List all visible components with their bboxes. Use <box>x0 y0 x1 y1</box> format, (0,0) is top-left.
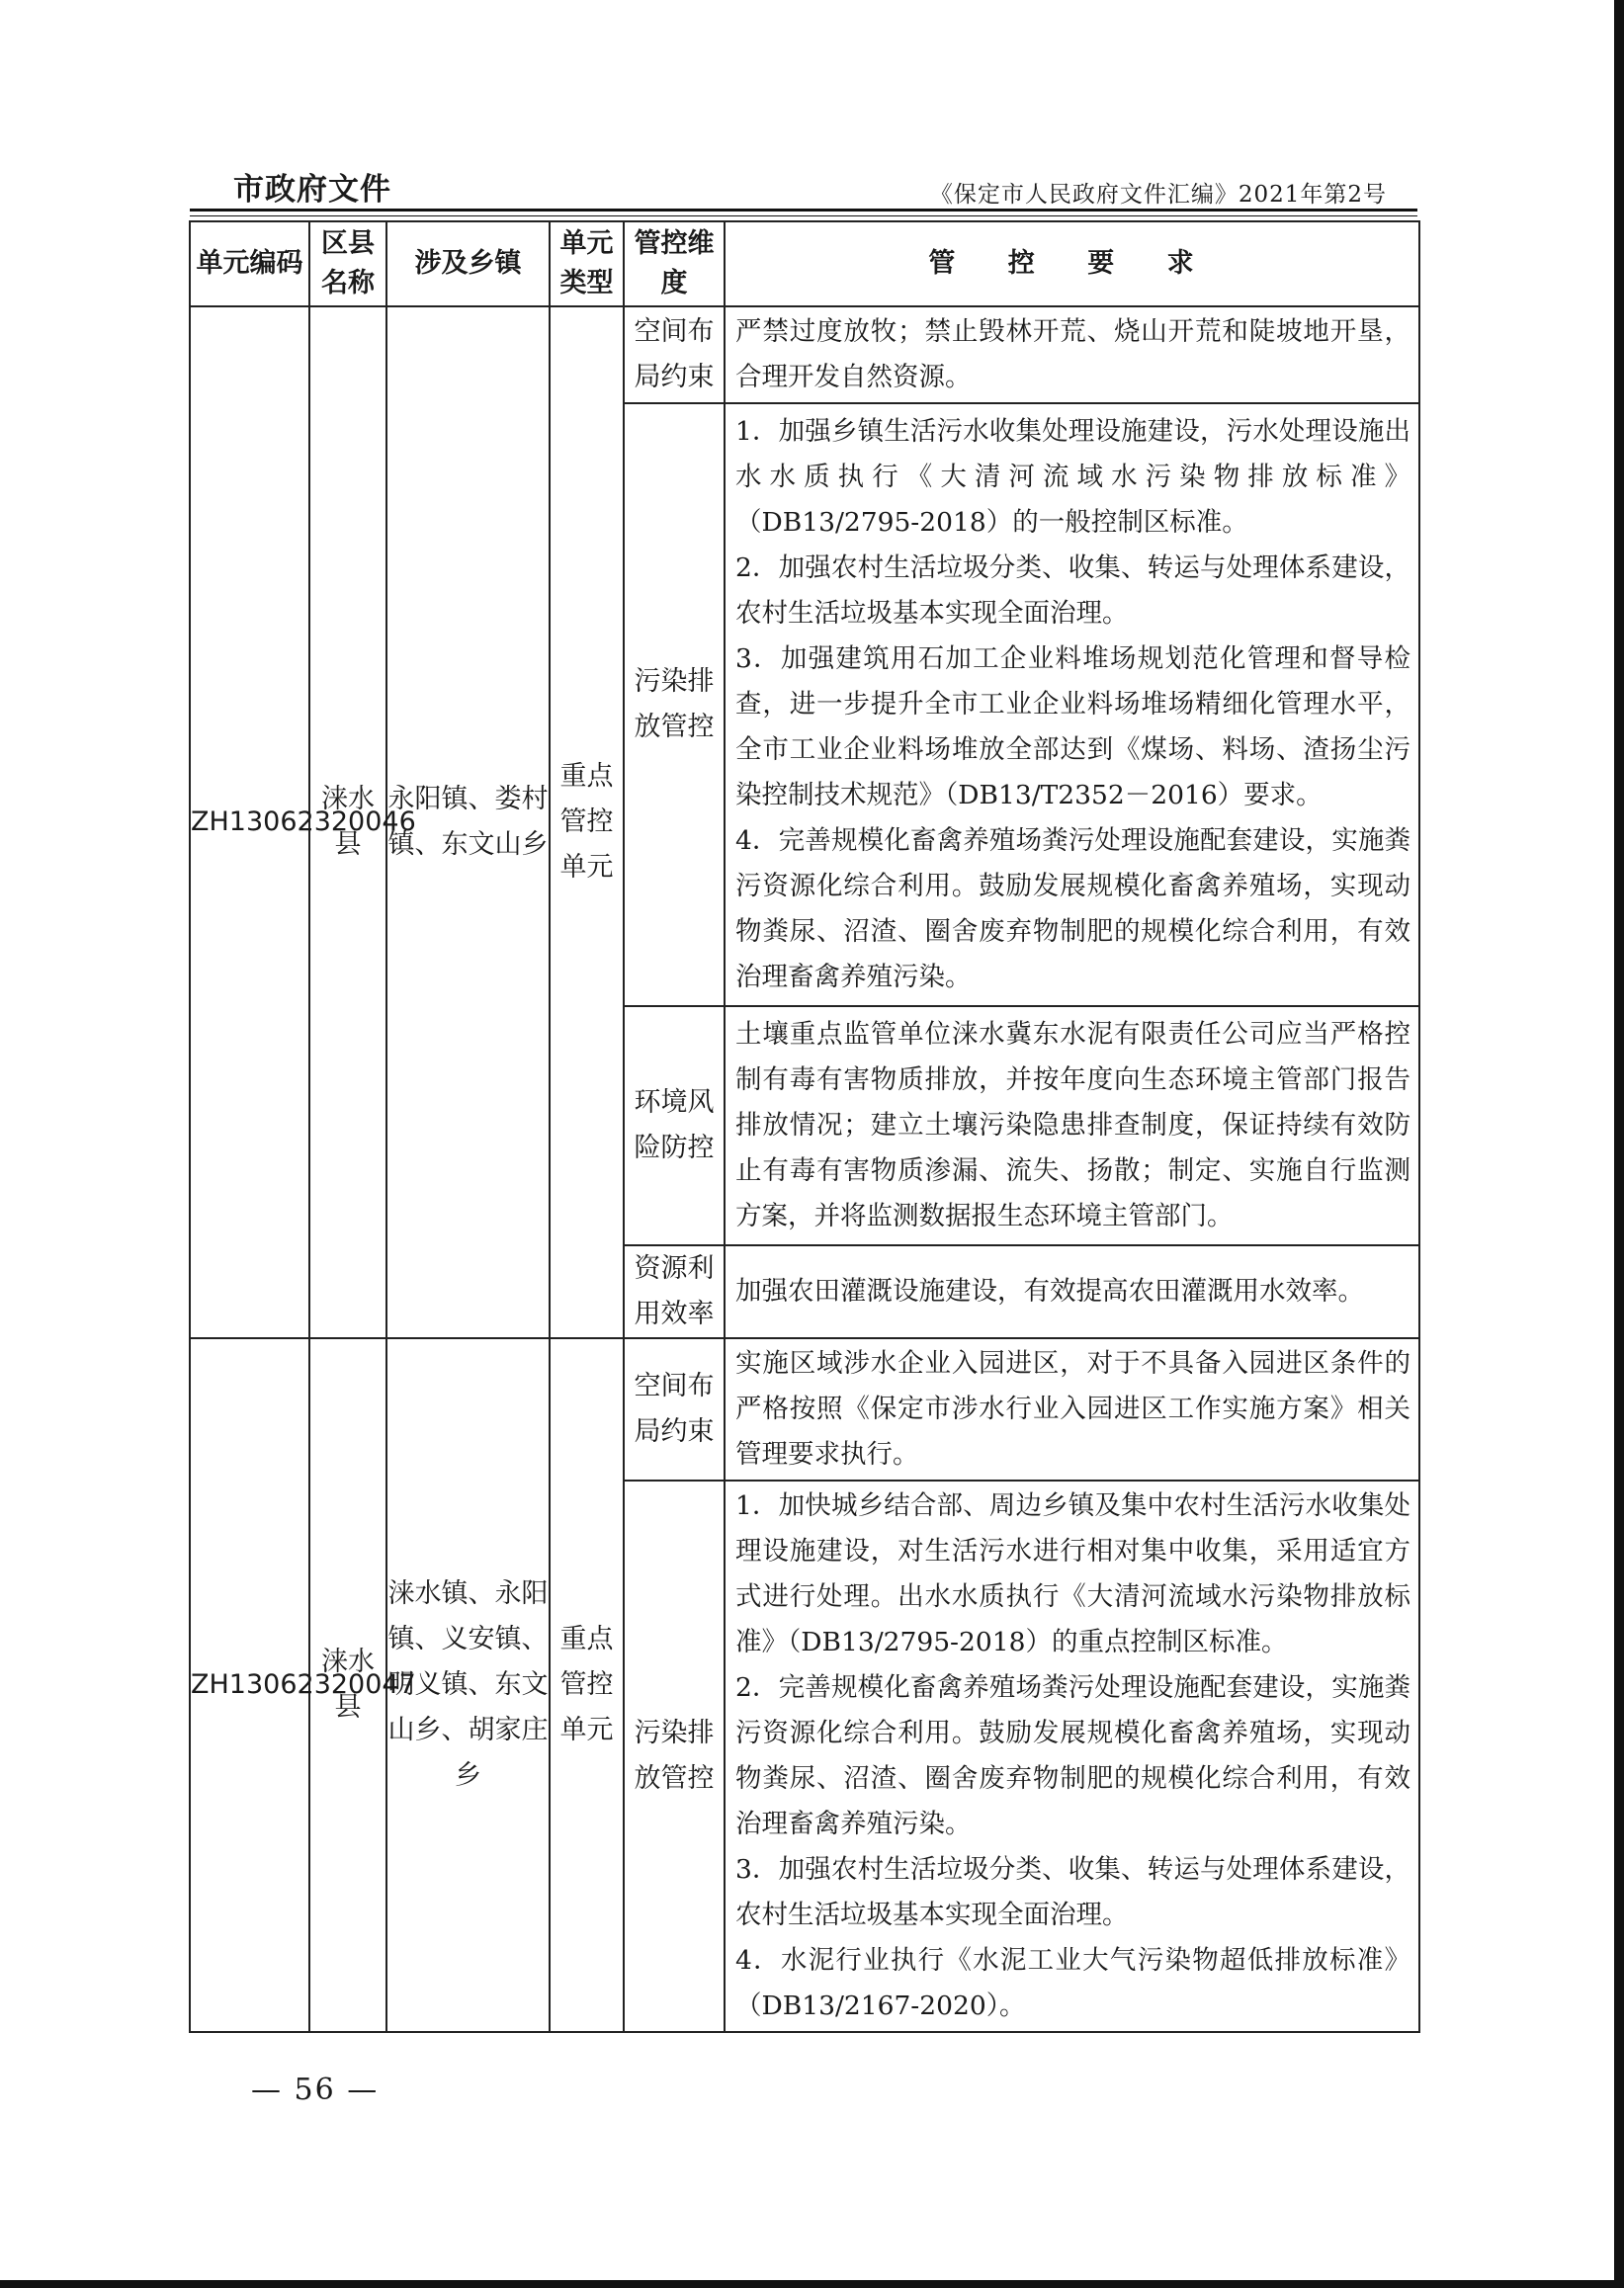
unit-towns: 永阳镇、娄村镇、东文山乡 <box>386 306 550 1338</box>
unit-county: 涞水县 <box>309 306 386 1338</box>
unit-county: 涞水县 <box>309 1338 386 2032</box>
unit-type: 重点管控单元 <box>550 306 624 1338</box>
unit-towns: 涞水镇、永阳镇、义安镇、明义镇、东文山乡、胡家庄乡 <box>386 1338 550 2032</box>
header-publication-title: 《保定市人民政府文件汇编》2021年第2号 <box>929 182 1387 208</box>
requirement-paragraph: 1．加快城乡结合部、周边乡镇及集中农村生活污水收集处理设施建设，对生活污水进行相对集中收集，采用适宜方式进行处理。出水水质执行《大清河流域水污染物排放标准》（DB13/2795-2018）的重点控制区标准。 <box>735 1490 1410 1657</box>
page-number: — 56 — <box>251 2073 380 2107</box>
header-rule-thick <box>190 209 1417 212</box>
header-requirement: 管 控 要 求 <box>725 221 1419 306</box>
unit-dimension: 资源利用效率 <box>624 1245 725 1338</box>
table-row <box>190 1338 1419 1481</box>
unit-requirement <box>725 403 1419 1006</box>
requirement-paragraph: 加强农田灌溉设施建设，有效提高农田灌溉用水效率。 <box>735 1276 1364 1307</box>
requirement-paragraph: 实施区域涉水企业入园进区，对于不具备入园进区条件的严格按照《保定市涉水行业入园进区工作实施方案》相关管理要求执行。 <box>735 1348 1410 1470</box>
header-rule-thin <box>190 215 1417 216</box>
unit-requirement <box>725 306 1419 403</box>
unit-dimension: 污染排放管控 <box>624 1481 725 2032</box>
requirement-paragraph: 土壤重点监管单位涞水冀东水泥有限责任公司应当严格控制有毒有害物质排放，并按年度向生态环境主管部门报告排放情况；建立土壤污染隐患排查制度，保证持续有效防止有毒有害物质渗漏、流失、扬散；制定、实施自行监测方案，并将监测数据报生态环境主管部门。 <box>735 1019 1410 1231</box>
table-header-row <box>190 221 1419 306</box>
unit-requirement <box>725 1245 1419 1338</box>
unit-requirement <box>725 1481 1419 2032</box>
requirement-paragraph: 2．加强农村生活垃圾分类、收集、转运与处理体系建设，农村生活垃圾基本实现全面治理。 <box>735 552 1410 629</box>
unit-type: 重点管控单元 <box>550 1338 624 2032</box>
header-county: 区县名称 <box>309 221 386 306</box>
unit-requirement <box>725 1338 1419 1481</box>
unit-dimension: 空间布局约束 <box>624 1338 725 1481</box>
header-section-title: 市政府文件 <box>233 172 391 208</box>
unit-dimension: 环境风险防控 <box>624 1006 725 1245</box>
scan-edge-bottom <box>0 2280 1624 2288</box>
requirement-paragraph: 1．加强乡镇生活污水收集处理设施建设，污水处理设施出水水质执行《大清河流域水污染物排放标准》（DB13/2795-2018）的一般控制区标准。 <box>735 416 1410 538</box>
requirement-paragraph: 4．完善规模化畜禽养殖场粪污处理设施配套建设，实施粪污资源化综合利用。鼓励发展规模化畜禽养殖场，实现动物粪尿、沼渣、圈舍废弃物制肥的规模化综合利用，有效治理畜禽养殖污染。 <box>735 825 1410 992</box>
header-type: 单元类型 <box>550 221 624 306</box>
scan-edge-right <box>1614 0 1624 2288</box>
requirement-paragraph: 3．加强农村生活垃圾分类、收集、转运与处理体系建设，农村生活垃圾基本实现全面治理。 <box>735 1854 1410 1930</box>
requirement-paragraph: 严禁过度放牧；禁止毁林开荒、烧山开荒和陡坡地开垦，合理开发自然资源。 <box>735 316 1410 392</box>
header-dimension: 管控维度 <box>624 221 725 306</box>
header-code: 单元编码 <box>190 221 309 306</box>
requirement-paragraph: 2．完善规模化畜禽养殖场粪污处理设施配套建设，实施粪污资源化综合利用。鼓励发展规模化畜禽养殖场，实现动物粪尿、沼渣、圈舍废弃物制肥的规模化综合利用，有效治理畜禽养殖污染。 <box>735 1672 1410 1839</box>
unit-requirement <box>725 1006 1419 1245</box>
requirement-paragraph: 4．水泥行业执行《水泥工业大气污染物超低排放标准》（DB13/2167-2020）。 <box>735 1945 1410 2021</box>
unit-dimension: 空间布局约束 <box>624 306 725 403</box>
requirement-paragraph: 3．加强建筑用石加工企业料堆场规划范化管理和督导检查，进一步提升全市工业企业料场堆场精细化管理水平，全市工业企业料场堆放全部达到《煤场、料场、渣扬尘污染控制技术规范》（DB13/T2352－2016）要求。 <box>735 643 1410 810</box>
control-unit-table <box>189 220 1420 2033</box>
unit-code: ZH13062320046 <box>190 306 309 1338</box>
table-row <box>190 306 1419 403</box>
unit-code: ZH13062320047 <box>190 1338 309 2032</box>
header-towns: 涉及乡镇 <box>386 221 550 306</box>
unit-dimension: 污染排放管控 <box>624 403 725 1006</box>
